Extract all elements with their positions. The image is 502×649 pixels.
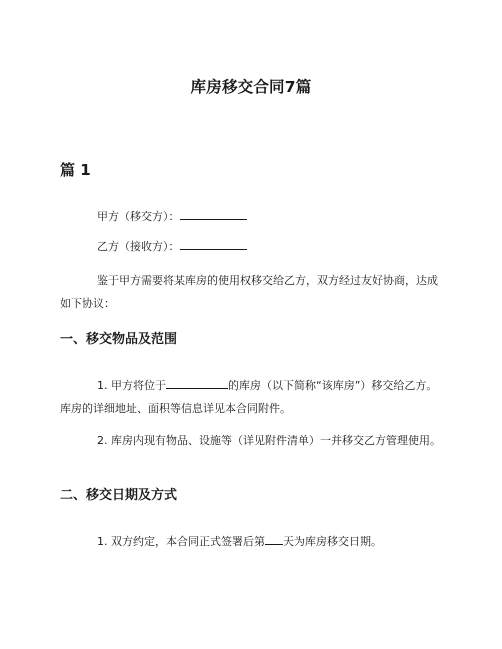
part-heading: 篇 1	[60, 161, 91, 179]
document-title: 库房移交合同7篇	[190, 78, 312, 96]
section-1-item-1	[60, 374, 444, 420]
section-heading-1: 一、移交物品及范围	[60, 332, 178, 347]
section-1-item-1-prefix: 1. 甲方将位于	[97, 379, 166, 392]
party-b-line	[97, 237, 247, 257]
days-blank	[265, 532, 283, 545]
section-2-item-1-suffix: 天为库房移交日期。	[283, 535, 382, 548]
location-blank	[166, 376, 228, 389]
section-2-item-1	[60, 530, 444, 553]
party-b-label: 乙方（接收方）：	[97, 240, 180, 253]
preamble-paragraph: 鉴于甲方需要将某库房的使用权移交给乙方，双方经过友好协商，达成如下协议：	[60, 274, 438, 310]
party-a-blank	[180, 207, 247, 220]
section-heading-2: 二、移交日期及方式	[60, 488, 178, 503]
section-2-item-1-prefix: 1. 双方约定，本合同正式签署后第	[97, 535, 265, 548]
section-1-item-1-suffix: 的库房（以下简称“该库房”）移交给乙方。库房的详细地址、面积等信息详见本合同附件。	[60, 379, 438, 415]
party-a-line	[97, 207, 247, 227]
party-b-blank	[180, 237, 247, 250]
section-1-item-2: 2. 库房内现有物品、设施等（详见附件清单）一并移交乙方管理使用。	[97, 434, 441, 447]
party-a-label: 甲方（移交方）：	[97, 210, 180, 223]
